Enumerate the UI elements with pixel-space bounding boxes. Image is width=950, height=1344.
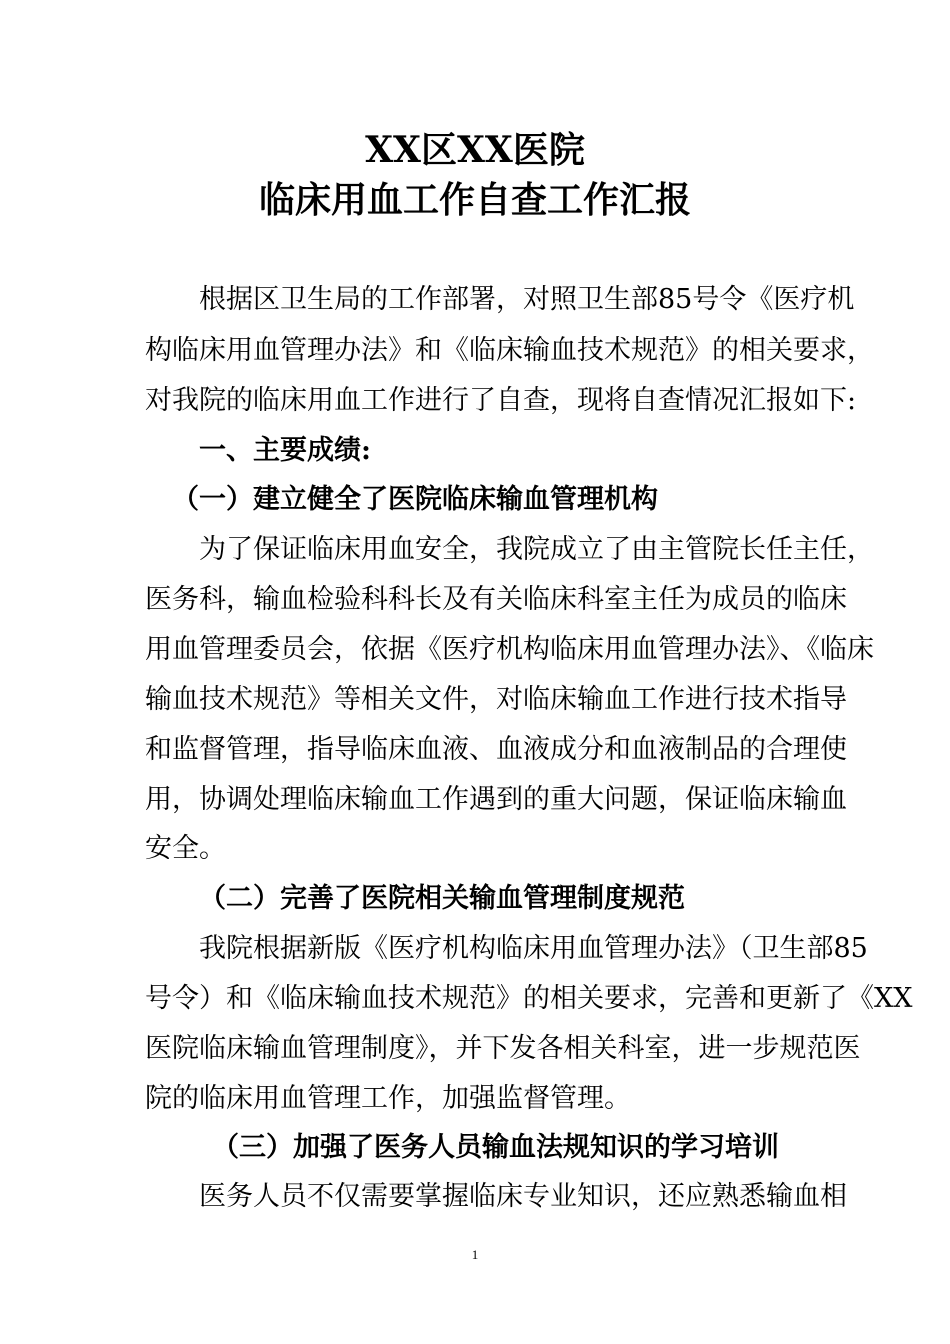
paragraph-line: 对我院的临床用血工作进行了自查，现将自查情况汇报如下: bbox=[145, 385, 857, 416]
paragraph-line: 安全。 bbox=[145, 833, 226, 864]
paragraph-line: 为了保证临床用血安全，我院成立了由主管院长任主任， bbox=[199, 534, 874, 565]
paragraph-line: 我院根据新版《医疗机构临床用血管理办法》（卫生部85 bbox=[199, 933, 868, 964]
paragraph-line: 和监督管理，指导临床血液、血液成分和血液制品的合理使 bbox=[145, 734, 847, 765]
section-heading: 一、主要成绩: bbox=[199, 435, 371, 466]
paragraph-line: 医院临床输血管理制度》，并下发各相关科室，进一步规范医 bbox=[145, 1033, 861, 1064]
paragraph-line: 用血管理委员会，依据《医疗机构临床用血管理办法》、《临床 bbox=[145, 634, 874, 665]
subsection-heading: （一）建立健全了医院临床输血管理机构 bbox=[172, 484, 658, 515]
subsection-heading: （二）完善了医院相关输血管理制度规范 bbox=[199, 883, 685, 914]
paragraph-line: 院的临床用血管理工作，加强监督管理。 bbox=[145, 1083, 631, 1114]
document-title-line2: 临床用血工作自查工作汇报 bbox=[258, 179, 691, 221]
paragraph-line: 输血技术规范》等相关文件，对临床输血工作进行技术指导 bbox=[145, 684, 847, 715]
subsection-heading: （三）加强了医务人员输血法规知识的学习培训 bbox=[212, 1132, 779, 1163]
paragraph-line: 号令）和《临床输血技术规范》的相关要求，完善和更新了《XX bbox=[145, 983, 913, 1014]
paragraph-line: 用，协调处理临床输血工作遇到的重大问题，保证临床输血 bbox=[145, 784, 847, 815]
document-title-line1: XX区XX医院 bbox=[365, 129, 585, 171]
paragraph-line: 医务科，输血检验科科长及有关临床科室主任为成员的临床 bbox=[145, 584, 847, 615]
paragraph-line: 根据区卫生局的工作部署，对照卫生部85号令《医疗机 bbox=[199, 284, 855, 315]
paragraph-line: 医务人员不仅需要掌握临床专业知识，还应熟悉输血相 bbox=[199, 1181, 847, 1212]
paragraph-line: 构临床用血管理办法》和《临床输血技术规范》的相关要求， bbox=[145, 335, 874, 366]
page-number: 1 bbox=[471, 1247, 479, 1262]
